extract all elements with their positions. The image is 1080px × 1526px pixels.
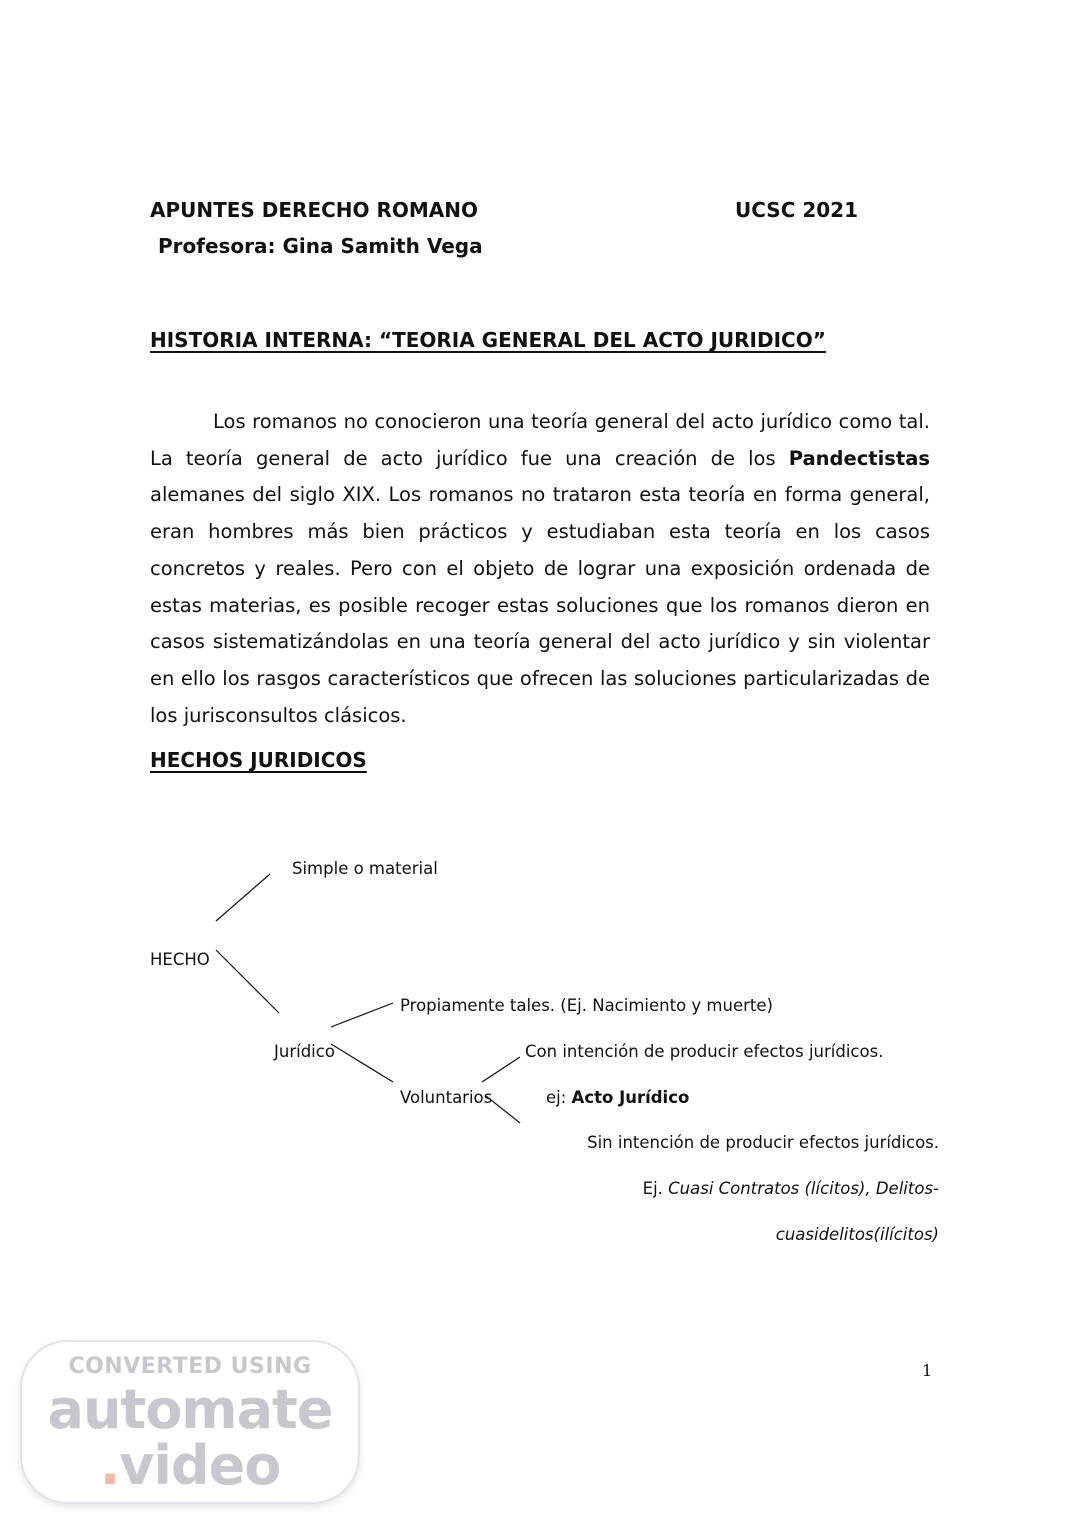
watermark-line3 <box>22 1434 358 1497</box>
section-title-historia: HISTORIA INTERNA: “TEORIA GENERAL DEL ACTO JURIDICO” <box>150 328 826 352</box>
watermark-line2: automate <box>47 1378 333 1441</box>
watermark-dot: . <box>99 1434 120 1497</box>
line-juridico-voluntarios <box>331 1044 393 1082</box>
teacher-name: Profesora: Gina Samith Vega <box>158 234 483 258</box>
line-voluntarios-con <box>482 1057 520 1082</box>
watermark-video: video <box>119 1434 281 1497</box>
node-hecho: HECHO <box>150 950 210 969</box>
node-cuasidelitos: cuasidelitos(ilícitos) <box>775 1225 939 1244</box>
institution-year: UCSC 2021 <box>735 198 858 222</box>
paragraph-text-2: alemanes del siglo XIX. Los romanos no trataron esta teoría en forma general, eran hombres más bien prácticos y estudiaban esta teoría en los casos concretos y reales. Pero con el objeto de lograr una exposición ordenada de estas materias, es posible recoger estas soluciones que los romanos dieron en casos sistematizándolas en una teoría general del acto jurídico y sin violentar en ello los rasgos característicos que ofrecen las soluciones particularizadas de los jurisconsultos clásicos. <box>150 483 930 727</box>
watermark-badge <box>20 1340 360 1504</box>
course-title: APUNTES DERECHO ROMANO <box>150 198 479 222</box>
line-hecho-simple <box>216 874 270 921</box>
paragraph-text-1: Los romanos no conocieron una teoría general del acto jurídico como tal. La teoría general de acto jurídico fue una creación de los <box>150 410 930 470</box>
node-simple-material: Simple o material <box>292 859 438 878</box>
example-acto-juridico: Acto Jurídico <box>571 1088 690 1107</box>
example-prefix: ej: <box>546 1088 572 1107</box>
paragraph-bold-pandectistas: Pandectistas <box>788 446 930 470</box>
node-acto-juridico-example <box>546 1088 689 1107</box>
example2-cuasi-contratos: Cuasi Contratos (lícitos), Delitos- <box>668 1179 939 1198</box>
line-hecho-juridico <box>216 950 279 1013</box>
line-juridico-propiamente <box>331 1003 393 1027</box>
node-sin-intencion: Sin intención de producir efectos jurídicos. <box>587 1133 939 1152</box>
node-voluntarios: Voluntarios <box>400 1088 493 1107</box>
page-number: 1 <box>922 1361 933 1380</box>
watermark-line1: CONVERTED USING <box>68 1354 312 1379</box>
node-propiamente-tales: Propiamente tales. (Ej. Nacimiento y muerte) <box>400 996 773 1015</box>
node-cuasi-contratos-example <box>643 1179 939 1198</box>
section-title-hechos: HECHOS JURIDICOS <box>150 748 367 772</box>
node-con-intencion: Con intención de producir efectos jurídicos. <box>525 1042 884 1061</box>
example2-prefix: Ej. <box>642 1179 669 1198</box>
node-juridico: Jurídico <box>274 1042 335 1061</box>
